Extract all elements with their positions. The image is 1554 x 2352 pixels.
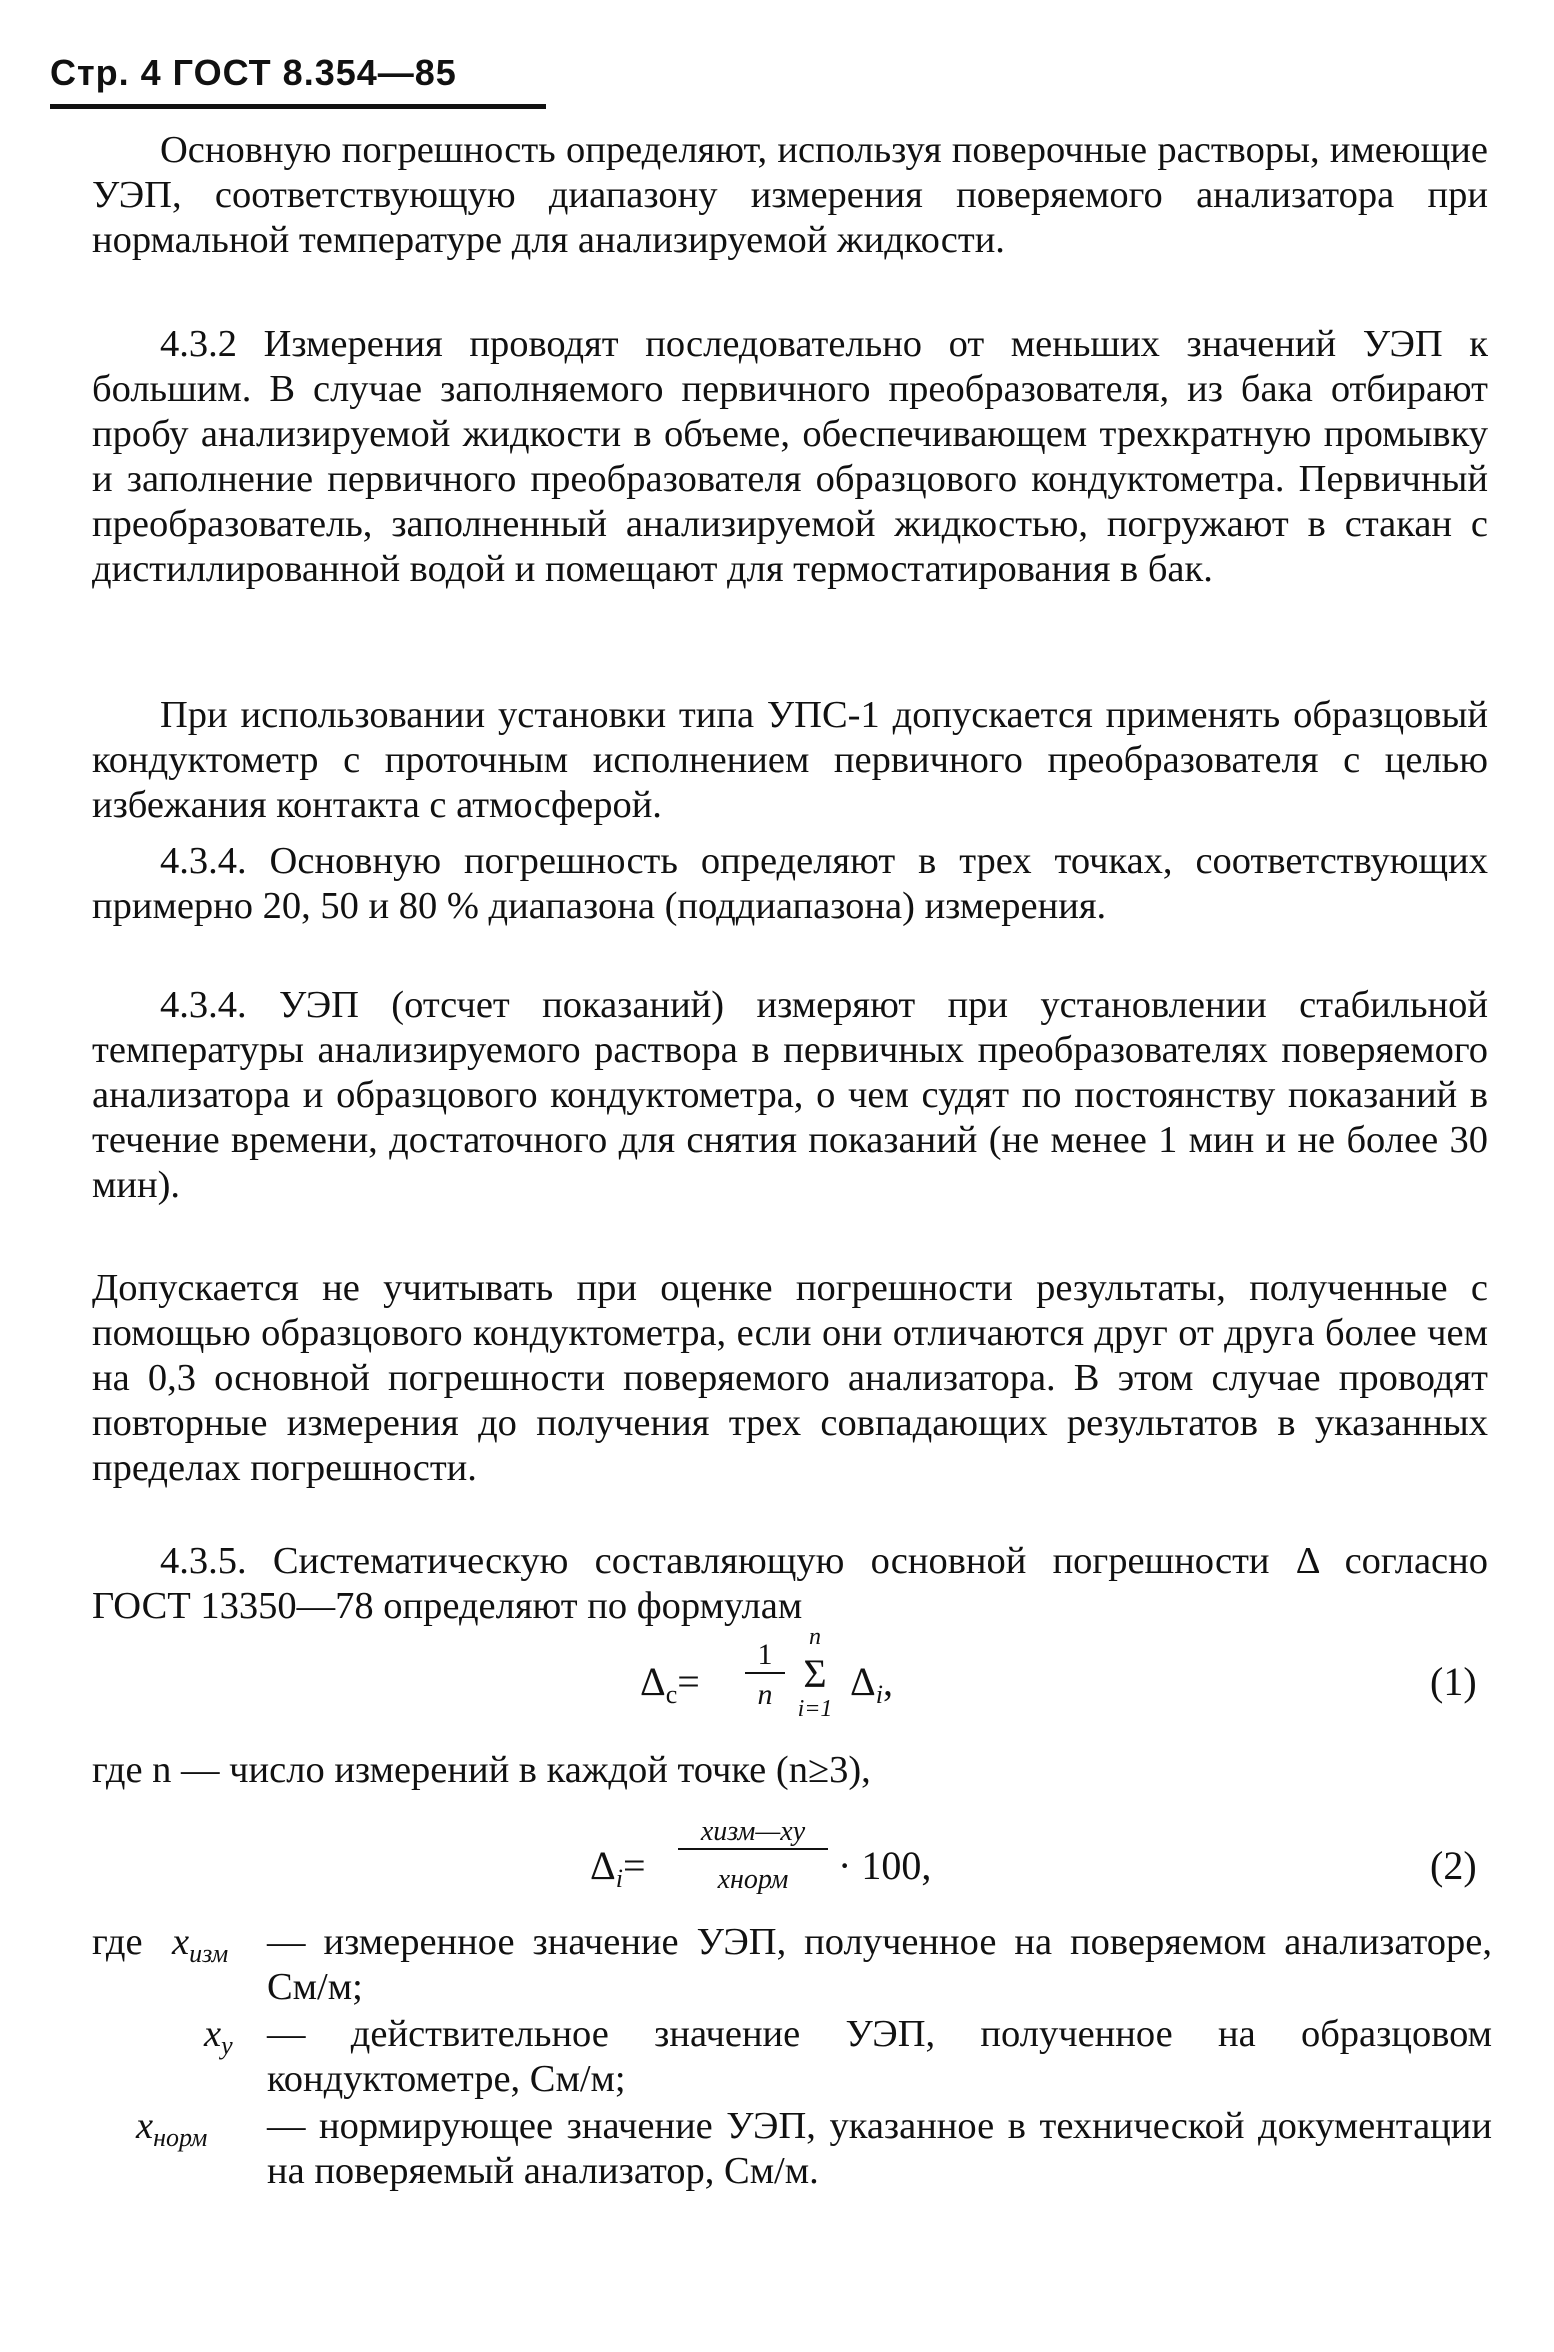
formula-1-sum-bot: i=1 (797, 1696, 833, 1722)
formula-1-lhs-sub: с (665, 1680, 678, 1709)
paragraph-4-3-4-reading: 4.3.4. УЭП (отсчет показаний) измеряют при установлении стабильной температуры анализируемого раствора в первичных преобразователях поверяемого анализатора и образцового кондуктометра, о чем судят по постоянству показаний в течение времени, достаточного для снятия показаний (не менее 1 мин и не более 30 мин). (92, 984, 1488, 1206)
formula-2 (590, 1808, 1500, 1908)
formula-1-sum: Σ (803, 1651, 827, 1696)
formula-2-lhs: Δ (590, 1843, 616, 1888)
formula-2-frac-top: xизм—xу (678, 1816, 828, 1850)
formula-1-lhs: Δ (640, 1659, 666, 1704)
paragraph-4-3-5: 4.3.5. Систематическую составляющую основной погрешности Δ согласно ГОСТ 13350—78 определяют по формулам (92, 1540, 1488, 1627)
formula-2-number: (2) (1430, 1843, 1477, 1888)
formula-2-frac-bot: xнорм (717, 1864, 789, 1895)
where-n-line: где n — число измерений в каждой точке (n≥3), (92, 1749, 871, 1791)
definition-symbol-sub: норм (153, 2123, 208, 2152)
formula-1 (640, 1624, 1500, 1730)
definition-prefix: где (92, 1921, 143, 1963)
definition-x-izm (92, 1920, 1492, 2012)
definition-symbol: x (204, 2013, 222, 2055)
header-underline (50, 104, 546, 109)
page-header: Стр. 4 ГОСТ 8.354—85 (50, 52, 457, 93)
paragraph-allowed: Допускается не учитывать при оценке погрешности результаты, полученные с помощью образцового кондуктометра, если они отличаются друг от друга более чем на 0,3 основной погрешности поверяемого анализатора. В этом случае проводят повторные измерения до получения трех совпадающих результатов в указанных пределах погрешности. (92, 1267, 1488, 1489)
definition-symbol-sub: у (221, 2031, 233, 2060)
formula-2-eq: = (622, 1843, 646, 1888)
definition-x-y (92, 2012, 1492, 2104)
formula-1-frac-top: 1 (745, 1638, 785, 1674)
definition-symbol: x (136, 2105, 154, 2147)
definition-text: — действительное значение УЭП, полученное на образцовом кондуктометре, См/м; (267, 2013, 1492, 2100)
formula-1-frac-bot: n (757, 1678, 773, 1711)
definition-symbol-sub: изм (189, 1939, 229, 1968)
formula-2-tail: · 100, (838, 1843, 932, 1888)
formula-1-tail: , (882, 1659, 893, 1704)
formula-1-sum-top: n (809, 1624, 821, 1650)
definition-text: — измеренное значение УЭП, полученное на поверяемом анализаторе, См/м; (267, 1921, 1492, 2008)
definition-x-norm (92, 2104, 1492, 2196)
paragraph-intro: Основную погрешность определяют, используя поверочные растворы, имеющие УЭП, соответствующую диапазону измерения поверяемого анализатора при нормальной температуре для анализируемой жидкости. (92, 129, 1488, 261)
formula-2-lhs-sub: i (615, 1864, 623, 1893)
formula-1-term-sub: i (875, 1680, 883, 1709)
definition-text: — нормирующее значение УЭП, указанное в технической документации на поверяемый анализатор, См/м. (267, 2105, 1492, 2192)
formula-1-eq: = (677, 1659, 700, 1704)
definition-symbol: x (172, 1921, 190, 1963)
paragraph-ups1: При использовании установки типа УПС-1 допускается применять образцовый кондуктометр с проточным исполнением первичного преобразователя с целью избежания контакта с атмосферой. (92, 694, 1488, 826)
paragraph-4-3-4-points: 4.3.4. Основную погрешность определяют в трех точках, соответствующих примерно 20, 50 и 80 % диапазона (поддиапазона) измерения. (92, 840, 1488, 927)
paragraph-4-3-2: 4.3.2 Измерения проводят последовательно от меньших значений УЭП к большим. В случае заполняемого первичного преобразователя, из бака отбирают пробу анализируемой жидкости в объеме, обеспечивающем трехкратную промывку и заполнение первичного преобразователя образцового кондуктометра. Первичный преобразователь, заполненный анализируемой жидкостью, погружают в стакан с дистиллированной водой и помещают для термостатирования в бак. (92, 323, 1488, 590)
formula-1-term: Δ (850, 1659, 876, 1704)
formula-1-number: (1) (1430, 1659, 1477, 1704)
